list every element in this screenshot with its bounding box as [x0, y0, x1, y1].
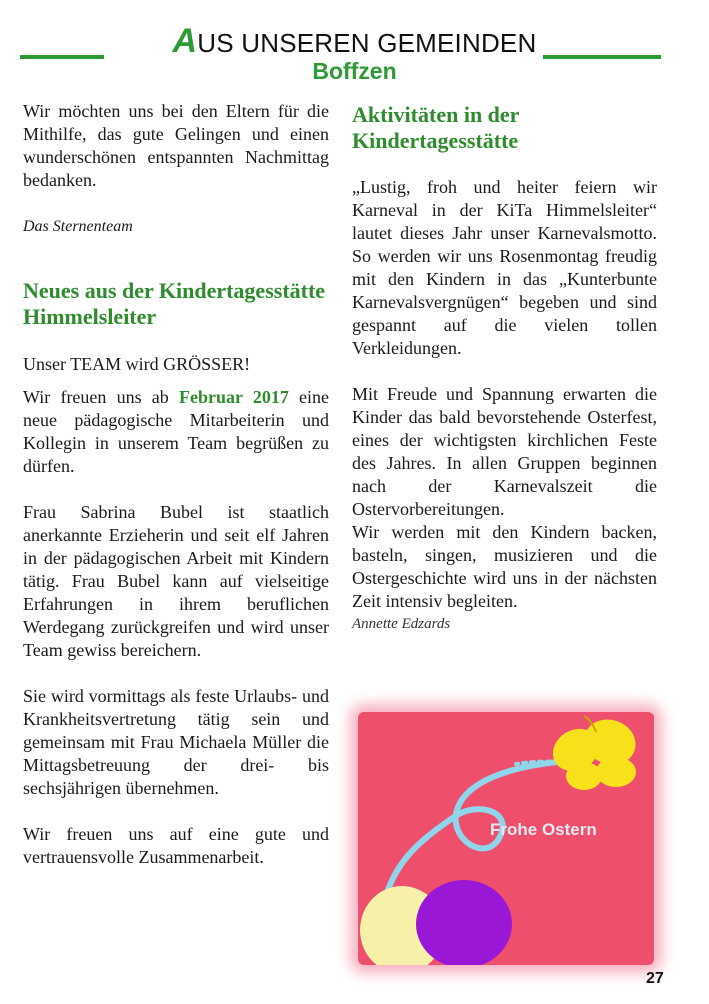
article-heading-left: Neues aus der Kindertagesstätte Himmelsleiter: [23, 278, 326, 329]
page-number: 27: [646, 970, 664, 987]
carnival-paragraph: „Lustig, froh und heiter feiern wir Karneval in der KiTa Himmelsleiter“ lautet dieses Jahr unser Karnevalsmotto. So werden wir uns Rosenmontag freudig mit den Kindern in das „Kunterbunte Karnevalsvergnügen“ begeben und sind gespannt auf die vielen tollen Verkleidungen.: [352, 177, 657, 358]
article-paragraph-4: Wir freuen uns auf eine gute und vertrauensvolle Zusammenarbeit.: [23, 824, 329, 867]
author-signature: Annette Edzards: [352, 616, 451, 632]
section-title-rest: US UNSEREN GEMEINDEN: [197, 28, 537, 58]
easter-greeting: Frohe Ostern: [490, 820, 597, 839]
article-heading-right: Aktivitäten in der Kindertagesstätte: [352, 102, 520, 153]
thanks-paragraph: Wir möchten uns bei den Eltern für die Mithilfe, das gute Gelingen und einen wunderschönen entspannten Nachmittag bedanken.: [23, 101, 329, 190]
p1-text-before: Wir freuen uns ab: [23, 387, 179, 407]
p1-text-after: eine neue pädagogische Mitarbeiterin und Kollegin in unserem Team begrüßen zu dürfen.: [23, 387, 329, 476]
section-title: [0, 22, 709, 61]
article-paragraph-2: Frau Sabrina Bubel ist staatlich anerkannte Erzieherin und seit elf Jahren in der pädagogischen Arbeit mit Kindern tätig. Frau Bubel kann auf vielseitige Erfahrungen in ihrem beruflichen Werdegang zurückgreifen und wird unser Team gewiss bereichern.: [23, 502, 329, 660]
left-column: [23, 100, 329, 869]
easter-card-image: [358, 712, 654, 965]
team-line: Unser TEAM wird GRÖSSER!: [23, 354, 251, 374]
start-date: Februar 2017: [178, 387, 289, 407]
article-paragraph-3: Sie wird vormittags als feste Urlaubs- und Krankheitsvertretung tätig sein und gemeinsam mit Frau Michaela Müller die Mittagsbetreuung der drei- bis sechsjährigen übernehmen.: [23, 686, 329, 798]
article-paragraph-1: [23, 386, 329, 478]
thanks-signature: Das Sternenteam: [23, 218, 133, 235]
right-column: [352, 100, 657, 636]
purple-egg-icon: [416, 880, 512, 965]
easter-activities-paragraph: Wir werden mit den Kindern backen, basteln, singen, musizieren und die Ostergeschichte wird uns in der nächsten Zeit intensiv begleiten.: [352, 522, 657, 611]
section-subtitle: Boffzen: [312, 58, 397, 84]
easter-paragraph: Mit Freude und Spannung erwarten die Kinder das bald bevorstehende Osterfest, eines der wichtigsten kirchlichen Feste des Jahres. In allen Gruppen beginnen nach der Karnevalszeit die Ostervorbereitungen.: [352, 384, 657, 519]
butterfly-icon: [545, 712, 642, 790]
section-title-initial: A: [172, 22, 198, 60]
